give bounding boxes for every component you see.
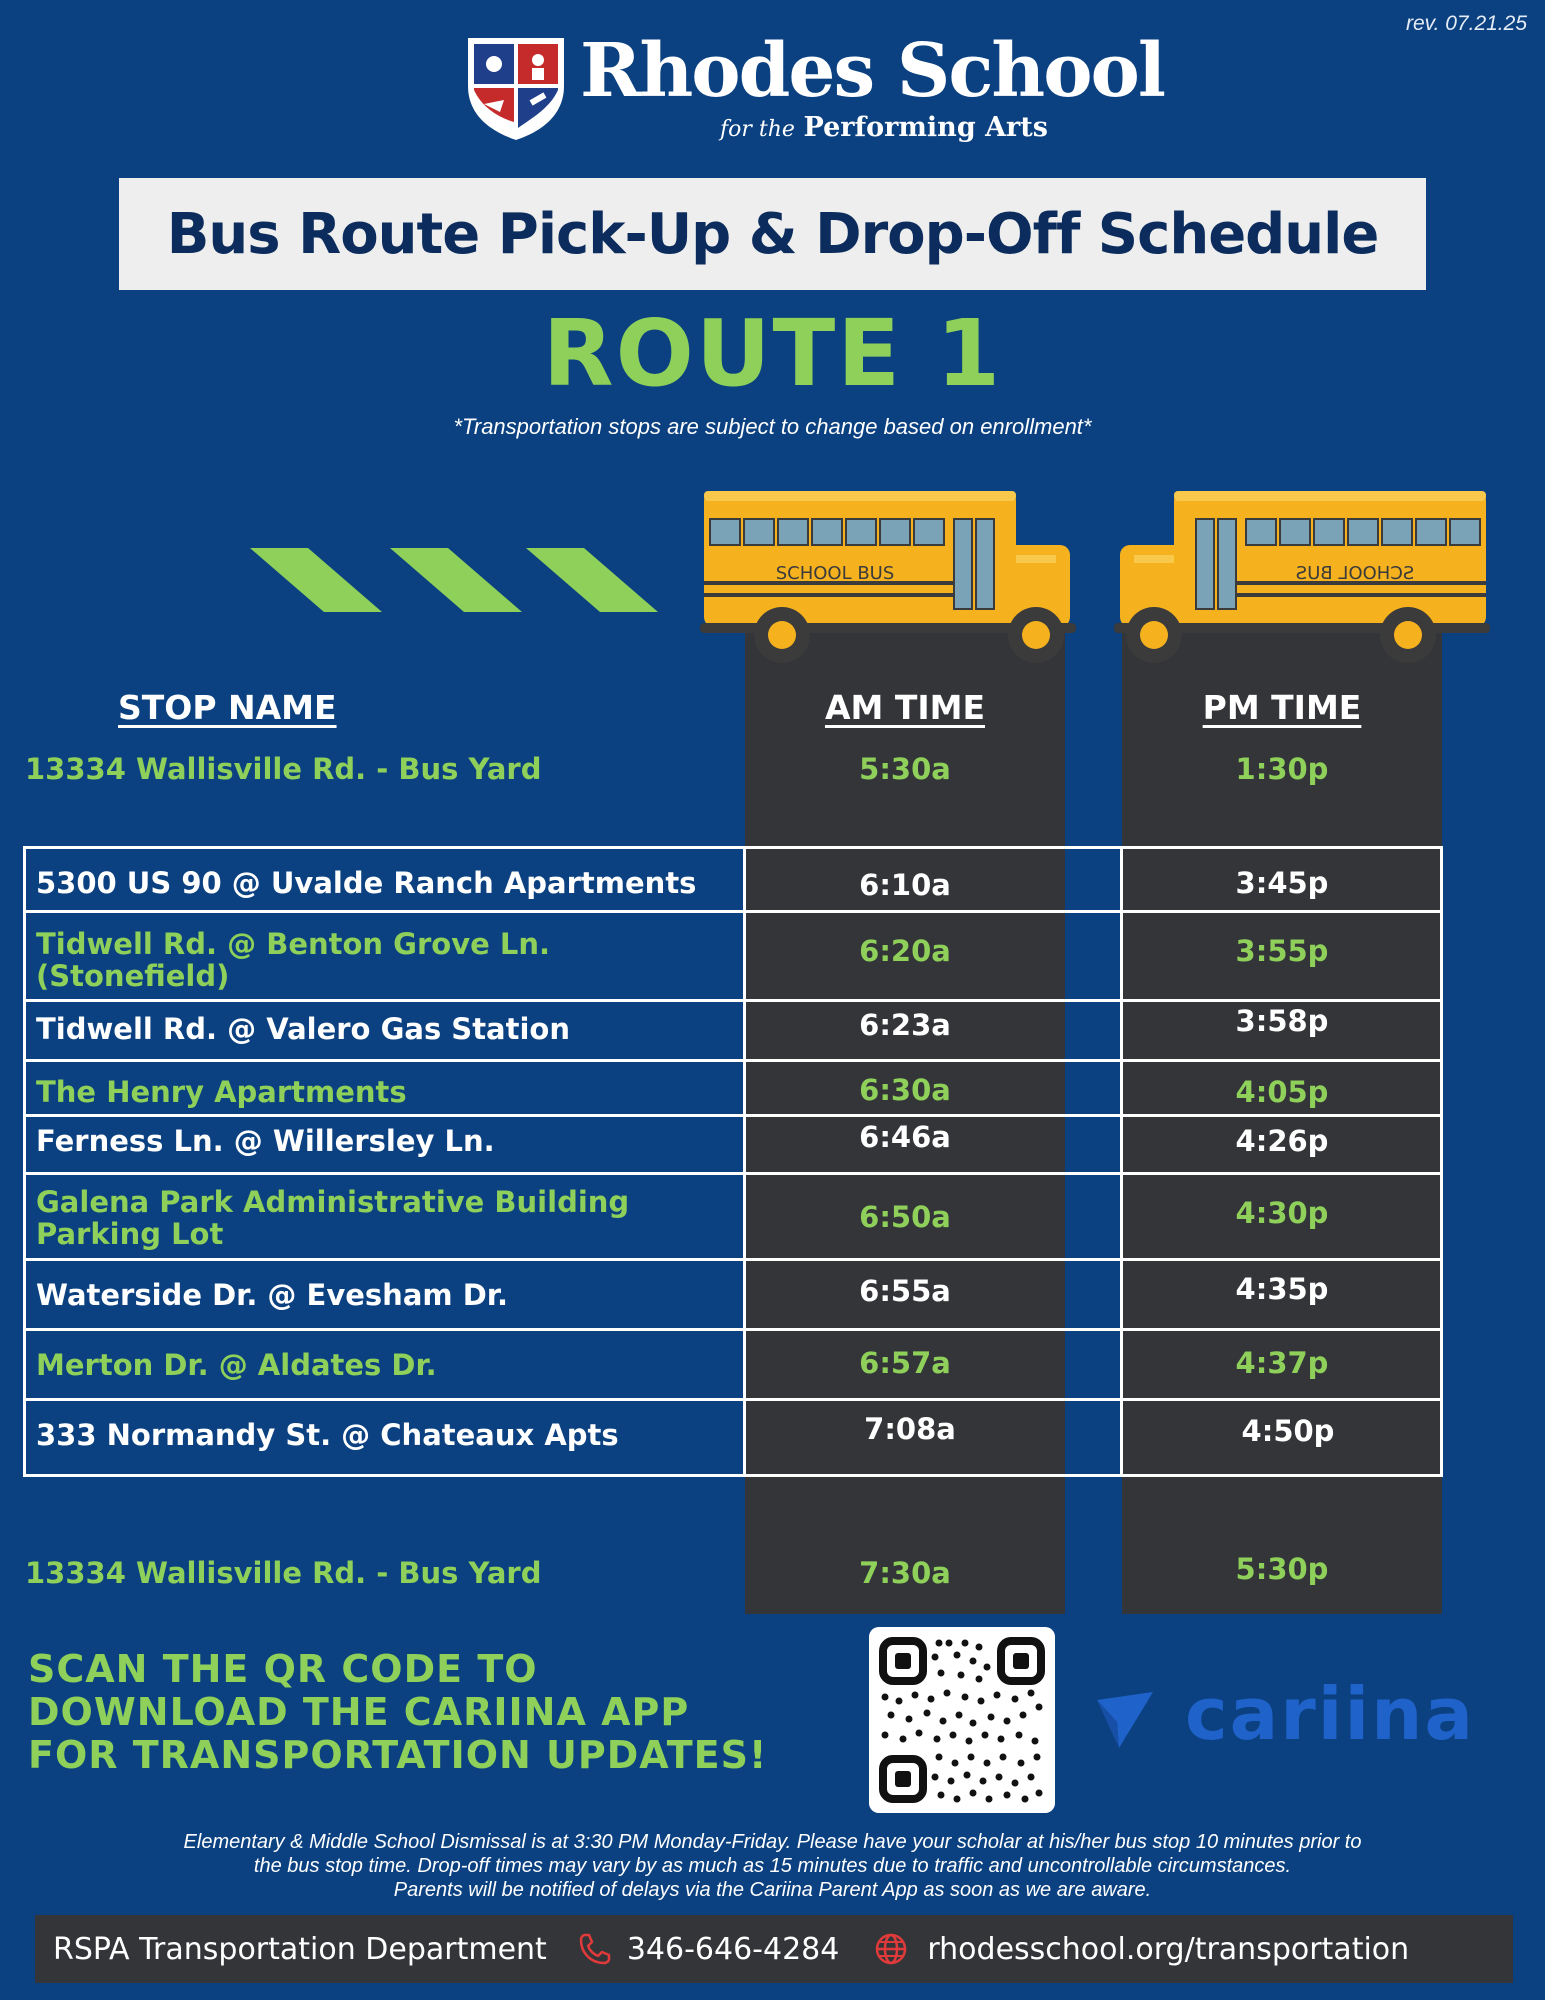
phone-icon: [577, 1931, 613, 1967]
stop-1-am: 6:10a: [859, 868, 951, 902]
decorative-stripes: [250, 540, 670, 620]
stop-3-name: Tidwell Rd. @ Valero Gas Station: [36, 1012, 570, 1046]
shield-logo-icon: [460, 30, 572, 142]
stop-7-am: 6:55a: [859, 1274, 951, 1308]
stop-2-am: 6:20a: [859, 934, 951, 968]
scan-line-1: SCAN THE QR CODE TO: [28, 1647, 538, 1691]
disclaimer-line-2: the bus stop time. Drop-off times may vary by as much as 15 minutes due to traffic and uncontrollable circumstances.: [253, 1855, 1292, 1877]
school-name: Rhodes School: [580, 28, 1165, 114]
stop-5-name: Ferness Ln. @ Willersley Ln.: [36, 1124, 495, 1158]
cariina-wordmark: cariina: [1185, 1672, 1475, 1756]
scan-line-3: FOR TRANSPORTATION UPDATES!: [28, 1733, 768, 1777]
row-divider: [23, 1114, 1443, 1117]
dismissal-disclaimer: [60, 1830, 1485, 1902]
start-stop-name: 13334 Wallisville Rd. - Bus Yard: [25, 752, 542, 786]
stop-5-pm: 4:26p: [1235, 1124, 1329, 1158]
stop-7-name: Waterside Dr. @ Evesham Dr.: [36, 1278, 508, 1312]
stop-6-am: 6:50a: [859, 1200, 951, 1234]
end-pm-time: 5:30p: [1235, 1552, 1329, 1586]
stop-8-name: Merton Dr. @ Aldates Dr.: [36, 1348, 437, 1382]
stop-4-pm: 4:05p: [1235, 1075, 1329, 1109]
row-divider: [23, 1398, 1443, 1401]
stop-5-am: 6:46a: [859, 1120, 951, 1154]
header-am-time: AM TIME: [824, 688, 986, 727]
start-pm-time: 1:30p: [1235, 752, 1329, 786]
stop-4-name: The Henry Apartments: [36, 1075, 407, 1109]
school-bus-icon: [700, 485, 1080, 675]
school-subtitle-prefix: for the: [720, 117, 795, 142]
cariina-logo-icon: [1095, 1690, 1155, 1750]
stop-4-am: 6:30a: [859, 1073, 951, 1107]
stop-2-name-line2: (Stonefield): [36, 959, 230, 993]
start-am-time: 5:30a: [859, 752, 951, 786]
scan-qr-text: [28, 1648, 767, 1777]
stop-8-pm: 4:37p: [1235, 1346, 1329, 1380]
row-divider: [23, 1172, 1443, 1175]
school-bus-icon-mirrored: [1110, 485, 1490, 675]
stop-2-pm: 3:55p: [1235, 934, 1329, 968]
stop-3-am: 6:23a: [859, 1008, 951, 1042]
website-link[interactable]: rhodesschool.org/transportation: [927, 1931, 1410, 1967]
stop-6-name-line2: Parking Lot: [36, 1217, 224, 1251]
stop-9-pm: 4:50p: [1241, 1414, 1335, 1448]
bus-label: SCHOOL BUS: [775, 563, 895, 584]
school-subtitle: [720, 112, 1048, 143]
transportation-department: RSPA Transportation Department: [53, 1931, 547, 1967]
globe-icon: [873, 1931, 909, 1967]
scan-line-2: DOWNLOAD THE CARIINA APP: [28, 1690, 690, 1734]
row-divider: [23, 999, 1443, 1002]
header-pm-time: PM TIME: [1202, 688, 1362, 727]
stop-3-pm: 3:58p: [1235, 1004, 1329, 1038]
stop-1-pm: 3:45p: [1235, 866, 1329, 900]
end-stop-name: 13334 Wallisville Rd. - Bus Yard: [25, 1556, 542, 1590]
stop-1-name: 5300 US 90 @ Uvalde Ranch Apartments: [36, 866, 697, 900]
row-divider: [23, 1258, 1443, 1261]
enrollment-note: *Transportation stops are subject to change based on enrollment*: [453, 414, 1092, 439]
row-divider: [23, 1059, 1443, 1062]
page-title: Bus Route Pick-Up & Drop-Off Schedule: [166, 201, 1379, 267]
bus-label-mirrored: SCHOOL BUS: [1295, 563, 1415, 584]
stop-6-pm: 4:30p: [1235, 1196, 1329, 1230]
stop-6-name: [36, 1186, 629, 1250]
stop-2-name: [36, 928, 550, 992]
stop-8-am: 6:57a: [859, 1346, 951, 1380]
phone-number[interactable]: 346-646-4284: [626, 1931, 840, 1967]
qr-code[interactable]: [869, 1627, 1055, 1813]
row-divider: [23, 1328, 1443, 1331]
footer-bar: [35, 1915, 1513, 1983]
header-stop-name: STOP NAME: [118, 688, 337, 727]
route-title: ROUTE 1: [542, 300, 1003, 407]
revision-date: rev. 07.21.25: [1405, 12, 1527, 35]
stop-9-am: 7:08a: [864, 1412, 956, 1446]
title-banner: [119, 178, 1426, 290]
row-divider: [23, 910, 1443, 913]
end-am-time: 7:30a: [859, 1556, 951, 1590]
stop-2-name-line1: Tidwell Rd. @ Benton Grove Ln.: [36, 927, 550, 961]
disclaimer-line-1: Elementary & Middle School Dismissal is at 3:30 PM Monday-Friday. Please have your scholar at his/her bus stop 10 minutes prior to: [183, 1831, 1362, 1853]
stop-6-name-line1: Galena Park Administrative Building: [36, 1185, 630, 1219]
school-subtitle-main: Performing Arts: [803, 112, 1048, 143]
stop-9-name: 333 Normandy St. @ Chateaux Apts: [36, 1418, 619, 1452]
disclaimer-line-3: Parents will be notified of delays via the Cariina Parent App as soon as we are aware.: [393, 1879, 1152, 1901]
stop-7-pm: 4:35p: [1235, 1272, 1329, 1306]
